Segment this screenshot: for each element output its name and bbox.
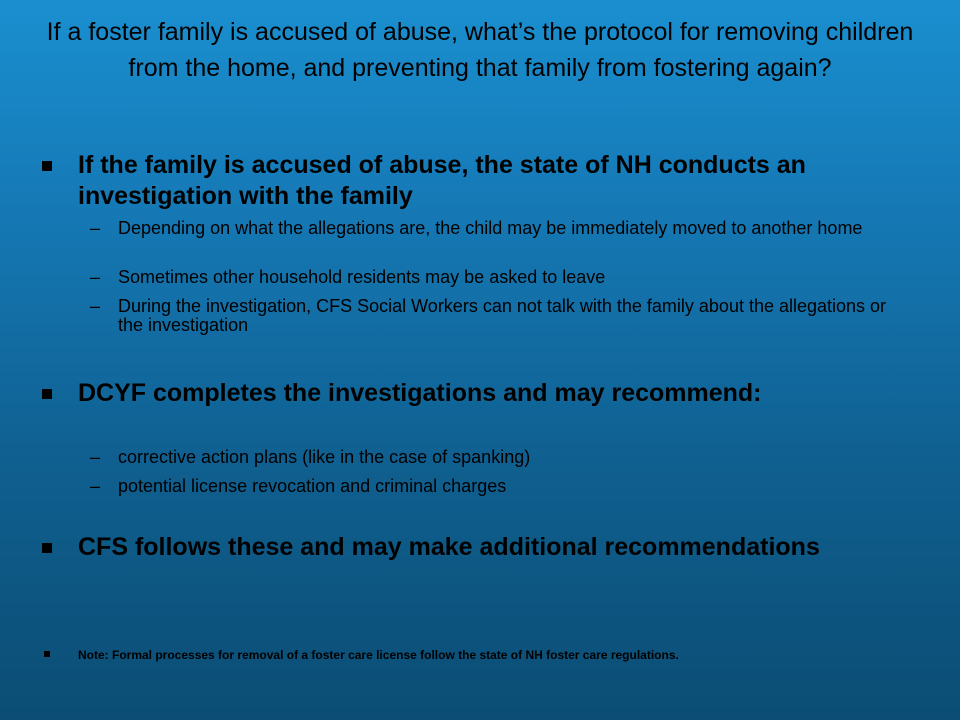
sub-bullet xyxy=(90,477,890,496)
sub-bullet-text: During the investigation, CFS Social Workers can not talk with the family about the allegations or the investigation xyxy=(118,296,887,335)
square-bullet-icon xyxy=(42,161,52,171)
sub-bullet-text: Depending on what the allegations are, the child may be immediately moved to another home xyxy=(118,218,863,238)
bullet-dcyf xyxy=(42,378,922,409)
footnote-text: Note: Formal processes for removal of a foster care license follow the state of NH foster care regulations. xyxy=(78,648,679,662)
bullet-text: CFS follows these and may make additional recommendations xyxy=(78,533,820,561)
bullet-investigation xyxy=(42,150,922,212)
footnote xyxy=(42,646,922,664)
slide-title: If a foster family is accused of abuse, what’s the protocol for removing children from the home, and preventing that family from fostering again? xyxy=(46,18,914,82)
bullet-text: If the family is accused of abuse, the state of NH conducts an investigation with the family xyxy=(78,151,806,210)
square-bullet-icon xyxy=(42,389,52,399)
dash-icon: – xyxy=(90,476,101,496)
dash-icon: – xyxy=(90,267,101,287)
sub-bullet-text: corrective action plans (like in the case of spanking) xyxy=(118,447,531,467)
dash-icon: – xyxy=(90,447,101,467)
sub-bullet xyxy=(90,268,890,287)
square-bullet-icon xyxy=(42,543,52,553)
square-bullet-icon xyxy=(44,651,50,657)
sub-bullet xyxy=(90,297,890,335)
sub-bullet xyxy=(90,219,890,238)
dash-icon: – xyxy=(90,218,101,238)
bullet-cfs xyxy=(42,532,922,563)
dash-icon: – xyxy=(90,296,101,316)
sub-bullet-text: Sometimes other household residents may be asked to leave xyxy=(118,267,606,287)
bullet-text: DCYF completes the investigations and may recommend: xyxy=(78,379,762,407)
sub-bullet xyxy=(90,448,890,467)
sub-bullet-text: potential license revocation and criminal charges xyxy=(118,476,507,496)
